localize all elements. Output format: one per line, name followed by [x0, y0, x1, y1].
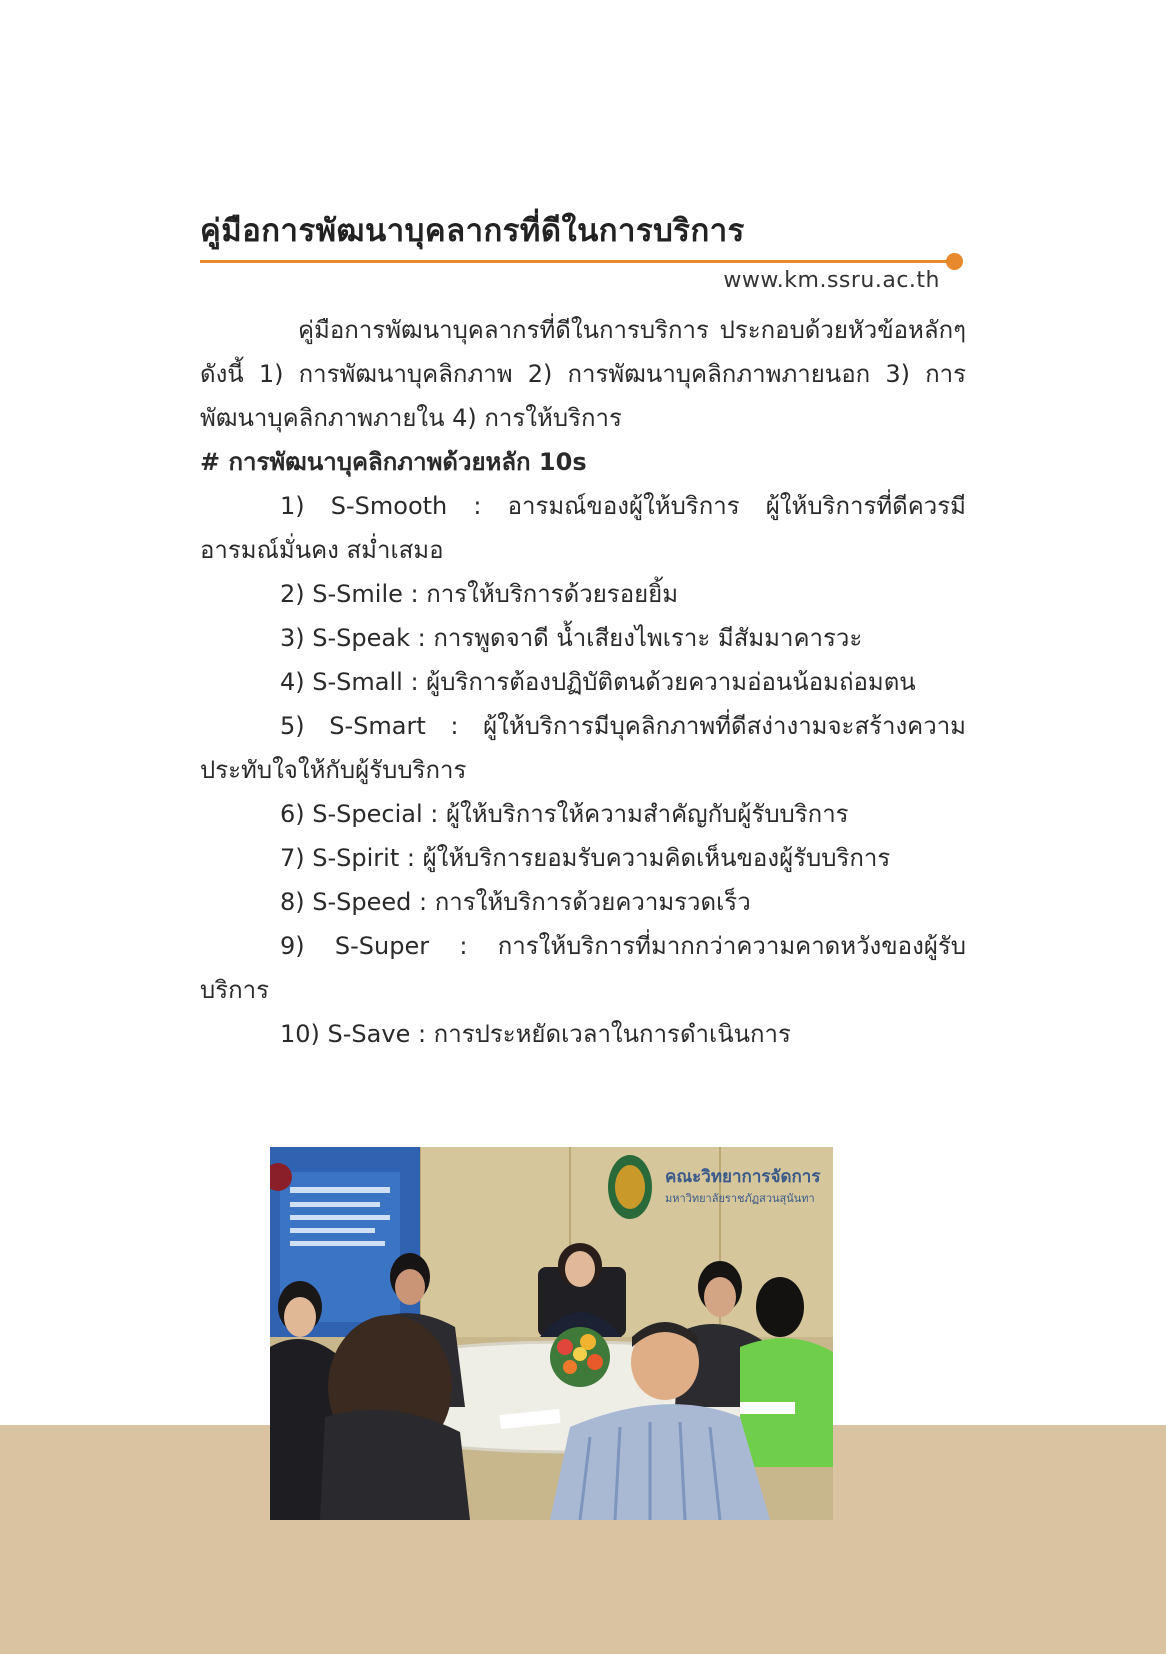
list-item: 8) S-Speed : การให้บริการด้วยความรวดเร็ว — [280, 888, 751, 916]
wall-sign-text: คณะวิทยาการจัดการ — [665, 1167, 821, 1187]
list-item: 5) S-Smart : ผู้ให้บริการมีบุคลิกภาพที่ดีสง่างามจะสร้างความประทับใจให้กับผู้รับบริการ — [200, 712, 966, 784]
list-item: 1) S-Smooth : อารมณ์ของผู้ให้บริการ ผู้ให้บริการที่ดีควรมีอารมณ์มั่นคง สม่ำเสมอ — [200, 492, 966, 564]
meeting-photo — [270, 1147, 833, 1520]
list-item: 9) S-Super : การให้บริการที่มากกว่าความคาดหวังของผู้รับบริการ — [200, 932, 966, 1004]
section-heading: # การพัฒนาบุคลิกภาพด้วยหลัก 10s — [200, 448, 587, 476]
title-underline — [200, 260, 952, 263]
list-item: 7) S-Spirit : ผู้ให้บริการยอมรับความคิดเห็นของผู้รับบริการ — [280, 844, 891, 872]
document-body — [200, 308, 966, 1056]
site-url: www.km.ssru.ac.th — [723, 268, 940, 293]
title-underline-dot — [946, 253, 963, 270]
list-item: 4) S-Small : ผู้บริการต้องปฏิบัติตนด้วยความอ่อนน้อมถ่อมตน — [280, 668, 916, 696]
list-item: 6) S-Special : ผู้ให้บริการให้ความสำคัญกับผู้รับบริการ — [280, 800, 849, 828]
list-item: 2) S-Smile : การให้บริการด้วยรอยยิ้ม — [280, 580, 679, 608]
list-item: 10) S-Save : การประหยัดเวลาในการดำเนินการ — [280, 1020, 791, 1048]
intro-paragraph: คู่มือการพัฒนาบุคลากรที่ดีในการบริการ ประกอบด้วยหัวข้อหลักๆ ดังนี้ 1) การพัฒนาบุคลิกภาพ 2) การพัฒนาบุคลิกภาพภายนอก 3) การพัฒนาบุคลิกภาพภายใน 4) การให้บริการ — [200, 316, 966, 432]
page-title: คู่มือการพัฒนาบุคลากรที่ดีในการบริการ — [200, 213, 745, 249]
list-item: 3) S-Speak : การพูดจาดี น้ำเสียงไพเราะ มีสัมมาคารวะ — [280, 624, 863, 652]
wall-sign-subtext: มหาวิทยาลัยราชภัฏสวนสุนันทา — [665, 1192, 815, 1205]
